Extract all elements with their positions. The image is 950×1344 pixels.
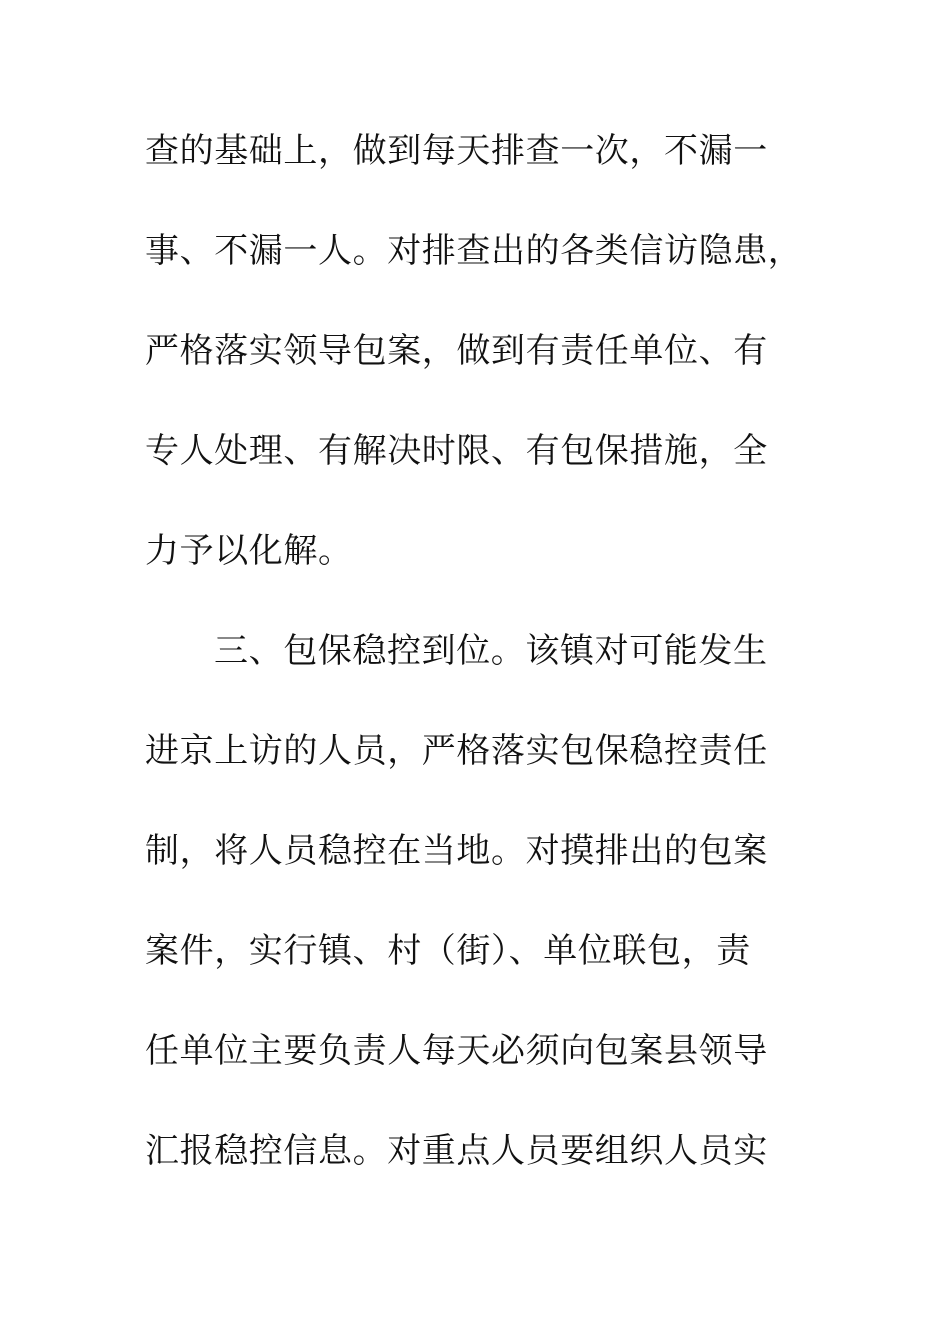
text-line: 力予以化解。: [145, 531, 353, 571]
text-line: 案件，实行镇、村（街）、单位联包，责: [145, 931, 751, 971]
text-line: 制，将人员稳控在当地。对摸排出的包案: [145, 831, 768, 871]
text-line: 严格落实领导包案，做到有责任单位、有: [145, 331, 768, 371]
text-line: 任单位主要负责人每天必须向包案县领导: [145, 1031, 768, 1071]
text-line: 汇报稳控信息。对重点人员要组织人员实: [145, 1131, 768, 1171]
text-line: 专人处理、有解决时限、有包保措施，全: [145, 431, 768, 471]
text-line: 进京上访的人员，严格落实包保稳控责任: [145, 731, 768, 771]
text-line: 事、不漏一人。对排查出的各类信访隐患，: [145, 231, 803, 271]
text-line: 查的基础上，做到每天排查一次，不漏一: [145, 131, 768, 171]
paragraph-start-line: 三、包保稳控到位。该镇对可能发生: [214, 631, 768, 671]
